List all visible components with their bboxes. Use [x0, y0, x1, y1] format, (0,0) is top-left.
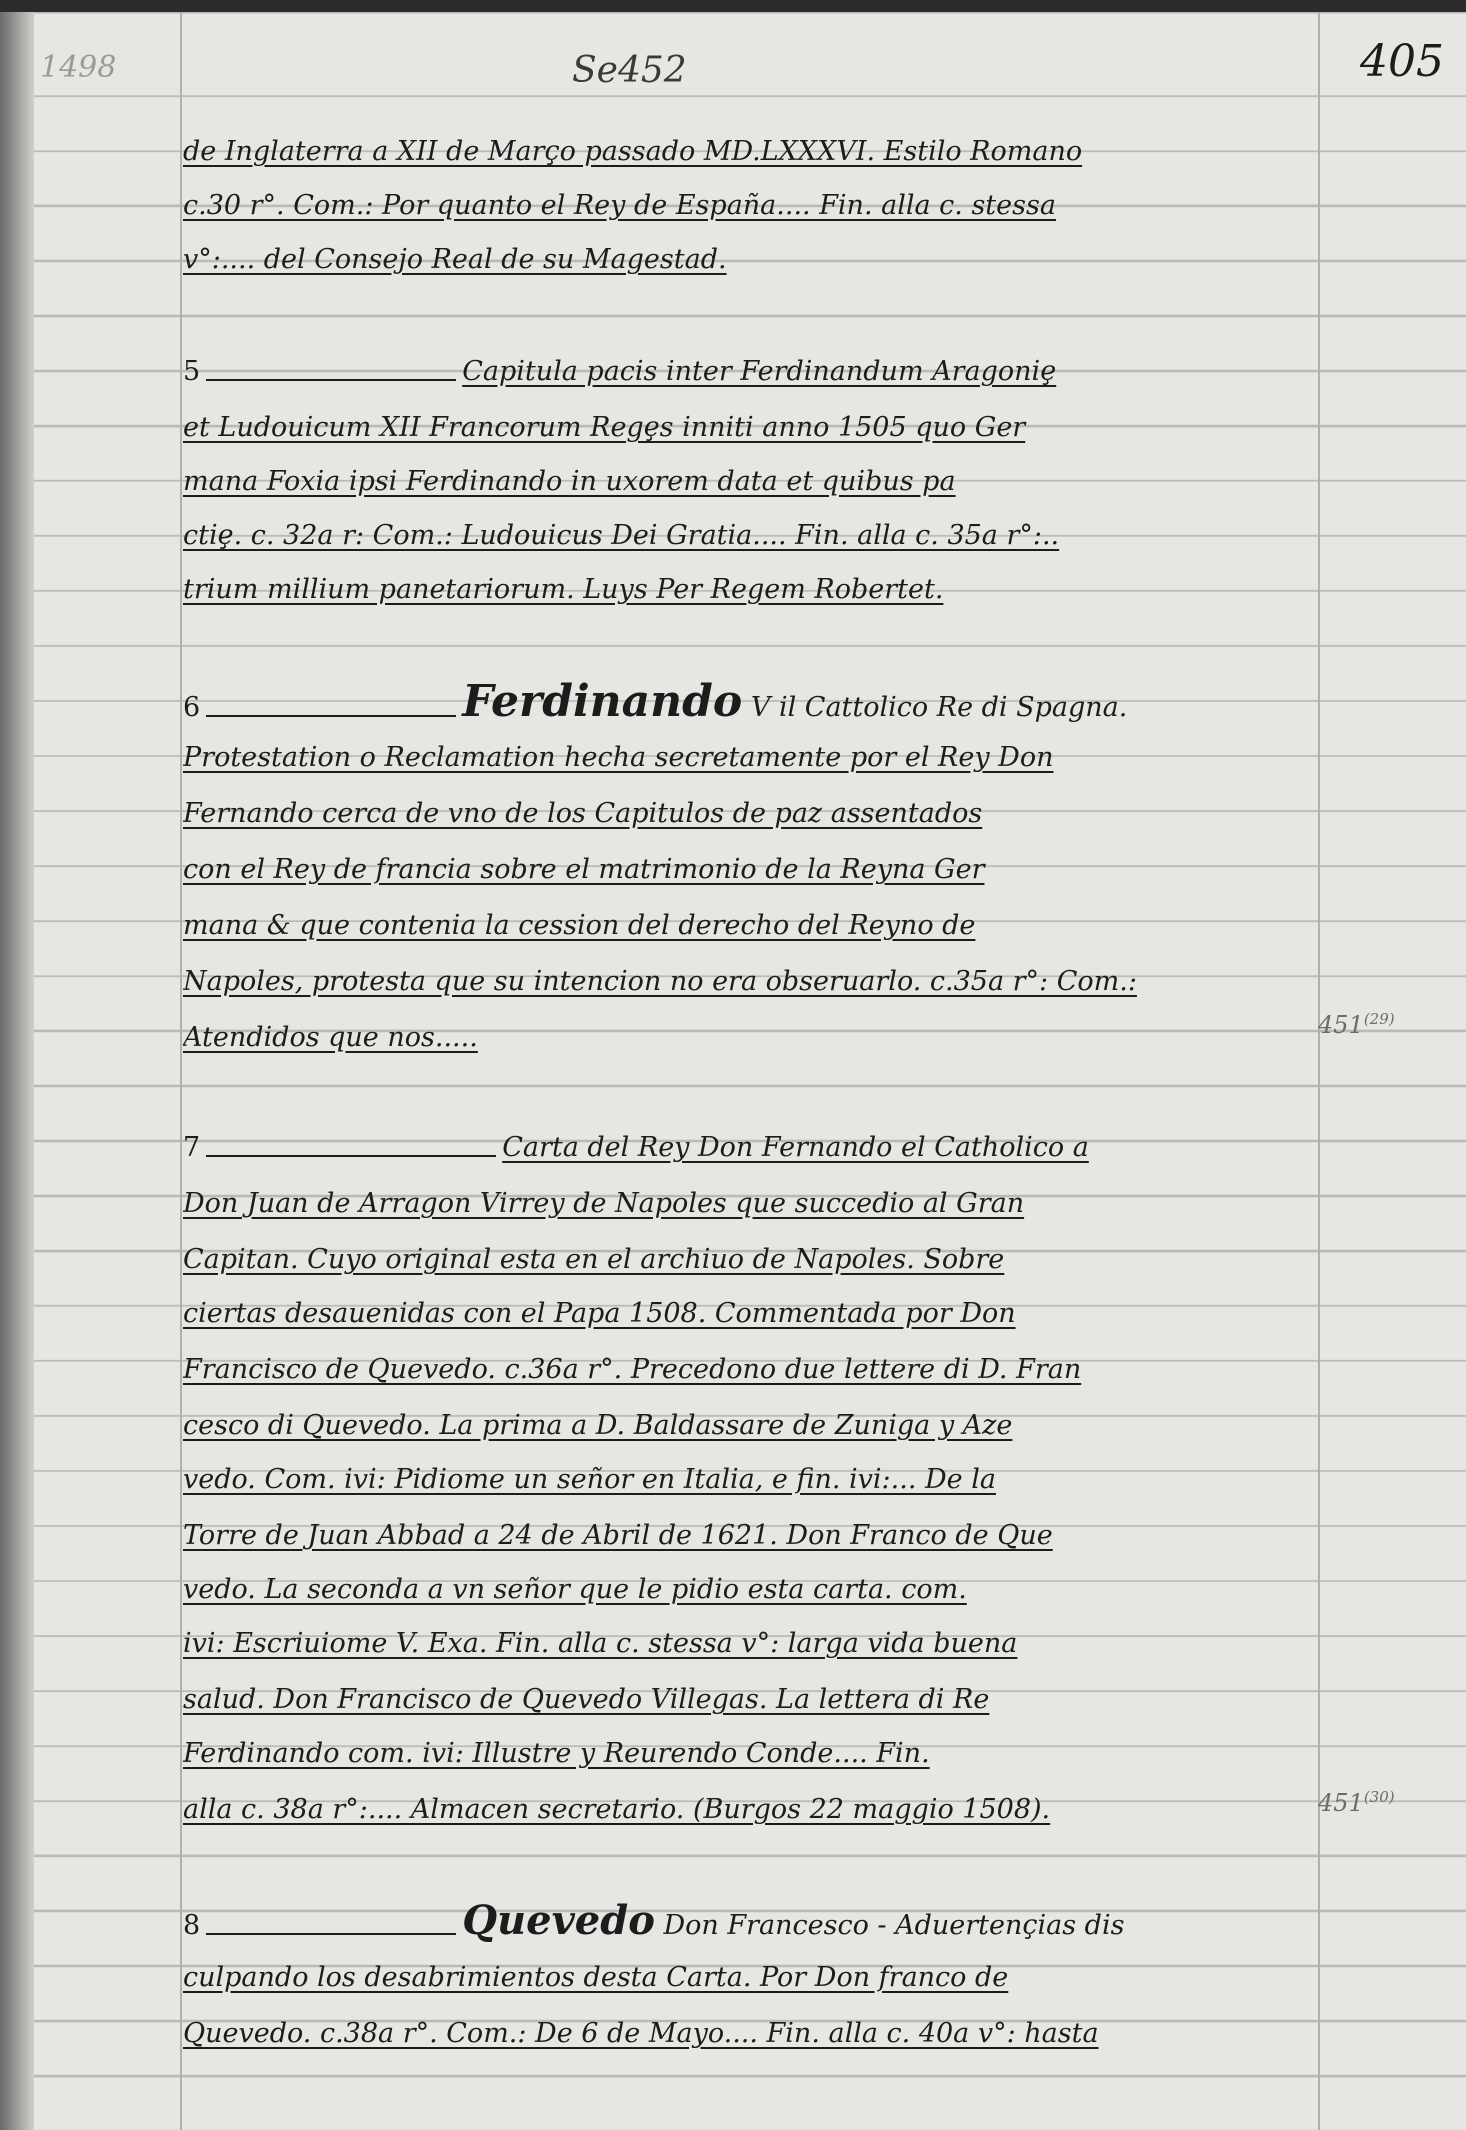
entry-number: 5 [183, 356, 201, 387]
text-line: Protestation o Reclamation hecha secretamente por el Rey Don [183, 742, 1054, 773]
text-line: Fernando cerca de vno de los Capitulos de paz assentados [183, 798, 983, 829]
text-line: Napoles, protesta que su intencion no era obseruarlo. c.35a r°: Com.: [183, 966, 1137, 997]
corner-mark: 1498 [40, 50, 117, 85]
text-line: Ferdinando com. ivi: Illustre y Reurendo Conde.... Fin. [183, 1738, 930, 1769]
text-line: culpando los desabrimientos desta Carta. Por Don franco de [183, 1962, 1009, 1993]
text-line: ctiȩ. c. 32a r: Com.: Ludouicus Dei Gratia.... Fin. alla c. 35a r°:.. [183, 520, 1060, 551]
entry-8-heading: 8 Quevedo Don Francesco - Aduertençias dis [183, 1897, 1125, 1944]
text-line: con el Rey de francia sobre el matrimonio de la Reyna Ger [183, 854, 985, 885]
entry-number: 8 [183, 1910, 201, 1941]
binding-shadow [0, 12, 34, 2130]
margin-note-value: 451 [1318, 1789, 1364, 1817]
entry-dash [206, 701, 456, 717]
text-line: ivi: Escriuiome V. Exa. Fin. alla c. stessa v°: larga vida buena [183, 1628, 1018, 1659]
margin-note-sup: (30) [1363, 1788, 1395, 1806]
text-line: Quevedo. c.38a r°. Com.: De 6 de Mayo.... Fin. alla c. 40a v°: hasta [183, 2018, 1099, 2049]
text-line: Francisco de Quevedo. c.36a r°. Precedono due lettere di D. Fran [183, 1354, 1082, 1385]
shelfmark: Se452 [572, 50, 687, 91]
text-line: cesco di Quevedo. La prima a D. Baldassare de Zuniga y Aze [183, 1410, 1013, 1441]
entry-dash [206, 1919, 456, 1935]
entry-dash [206, 1141, 496, 1157]
entry-number: 7 [183, 1132, 201, 1163]
text-line: v°:.... del Consejo Real de su Magestad. [183, 244, 727, 275]
entry-dash [206, 365, 456, 381]
text-line: vedo. La seconda a vn señor que le pidio esta carta. com. [183, 1574, 967, 1605]
entry-6-heading: 6 Ferdinando V il Cattolico Re di Spagna. [183, 676, 1128, 727]
text-line: mana Foxia ipsi Ferdinando in uxorem data et quibus pa [183, 466, 956, 497]
margin-note-value: 451 [1318, 1011, 1364, 1039]
text-line: de Inglaterra a XII de Março passado MD.LXXXVI. Estilo Romano [183, 136, 1083, 167]
text-line: c.30 r°. Com.: Por quanto el Rey de España.... Fin. alla c. stessa [183, 190, 1056, 221]
entry-number: 6 [183, 692, 201, 723]
text-line: Don Juan de Arragon Virrey de Napoles que succedio al Gran [183, 1188, 1025, 1219]
entry-7-heading: 7 Carta del Rey Don Fernando el Catholico a [183, 1132, 1089, 1163]
text-line: et Ludouicum XII Francorum Regȩs inniti anno 1505 quo Ger [183, 412, 1026, 443]
text-line: salud. Don Francisco de Quevedo Villegas. La lettera di Re [183, 1684, 990, 1715]
entry-5-heading: 5 Capitula pacis inter Ferdinandum Aragoniȩ [183, 356, 1057, 387]
margin-note-sup: (29) [1363, 1010, 1395, 1028]
margin-note-2 [1318, 1788, 1395, 1817]
text-line: ciertas desauenidas con el Papa 1508. Commentada por Don [183, 1298, 1016, 1329]
text-line: Capitan. Cuyo original esta en el archiuo de Napoles. Sobre [183, 1244, 1005, 1275]
margin-note-1 [1318, 1010, 1395, 1039]
page-number: 405 [1360, 36, 1444, 87]
text-line: vedo. Com. ivi: Pidiome un señor en Italia, e fin. ivi:... De la [183, 1464, 996, 1495]
text-line: mana & que contenia la cession del derecho del Reyno de [183, 910, 976, 941]
text-line: trium millium panetariorum. Luys Per Regem Robertet. [183, 574, 944, 605]
text-line: Atendidos que nos..... [183, 1022, 478, 1053]
text-line: alla c. 38a r°:.... Almacen secretario. (Burgos 22 maggio 1508). [183, 1794, 1051, 1825]
left-margin-rule [180, 12, 182, 2130]
text-line: Torre de Juan Abbad a 24 de Abril de 1621. Don Franco de Que [183, 1520, 1053, 1551]
